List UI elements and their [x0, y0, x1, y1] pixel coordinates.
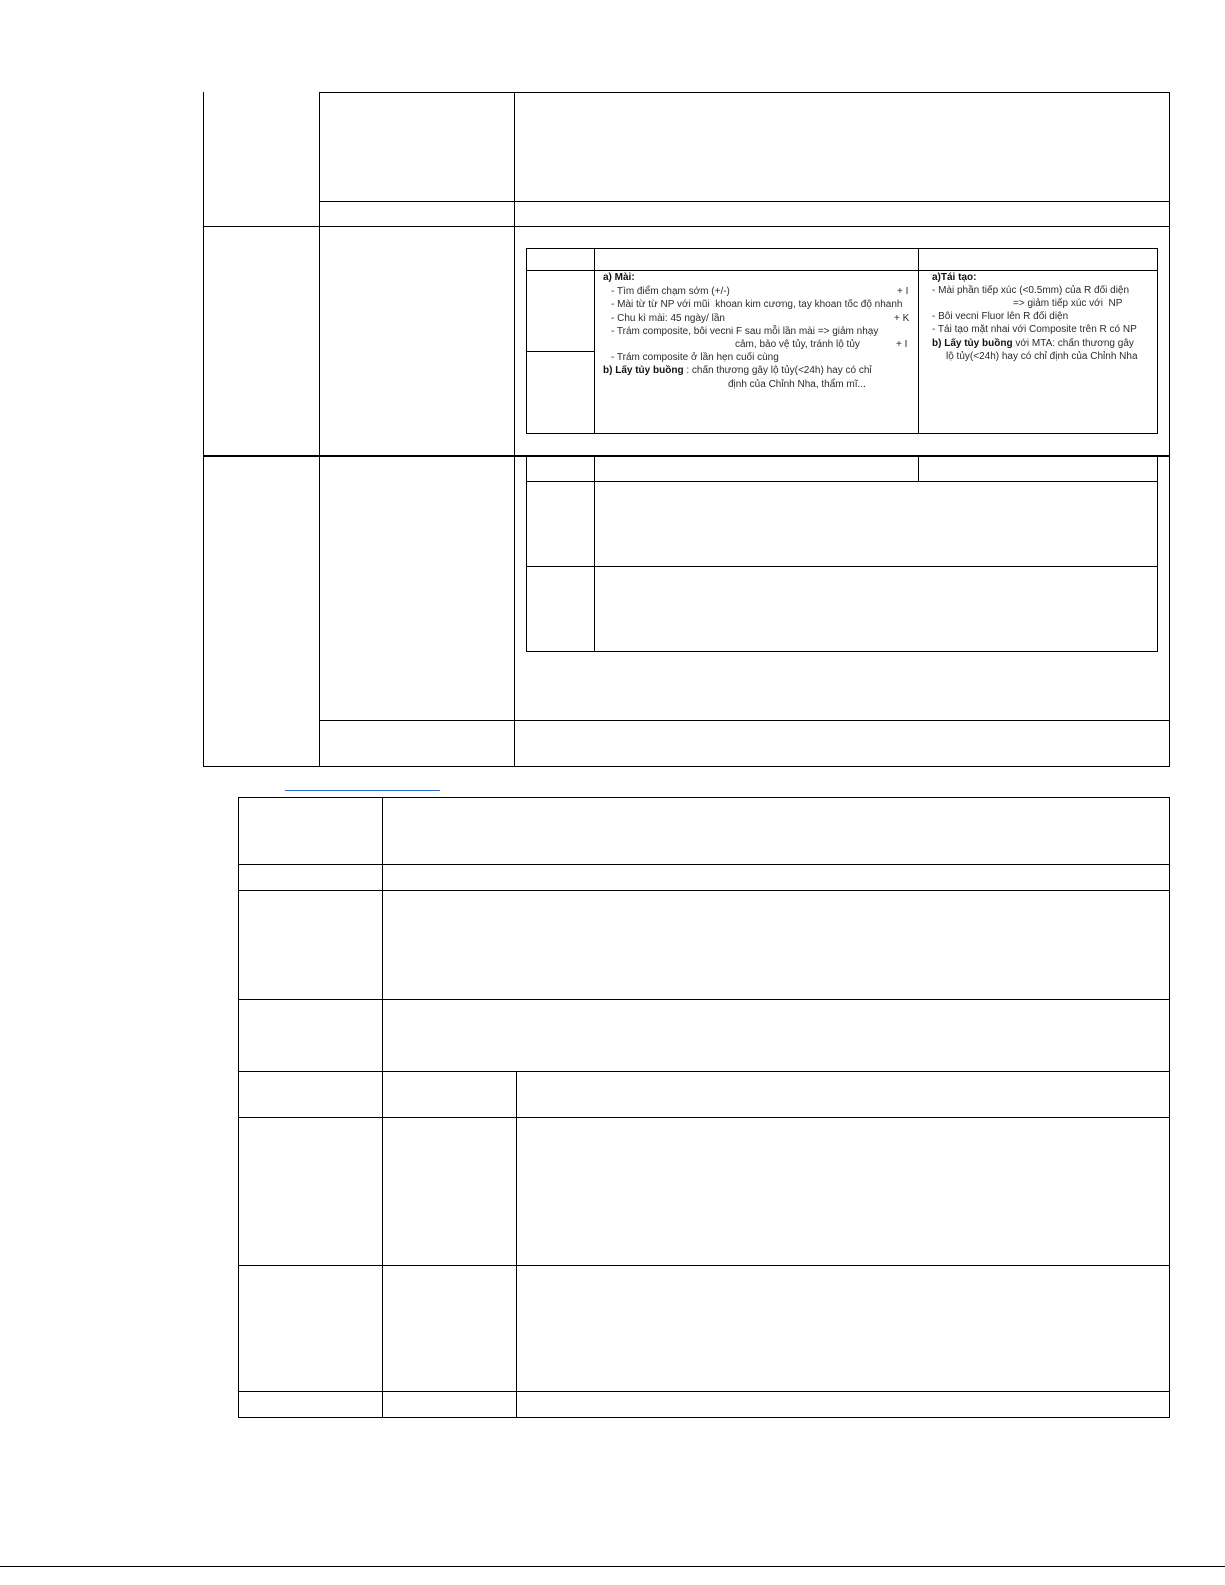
rule [526, 248, 527, 434]
rule [203, 766, 1170, 767]
list-item: - Trám composite, bôi vecni F sau mỗi lần mài => giảm nhạy [611, 326, 879, 337]
list-item: - Bôi vecni Fluor lên R đối diện [932, 311, 1069, 322]
rule [526, 351, 594, 352]
rule [238, 1265, 1170, 1266]
rule [238, 999, 1170, 1000]
rule [238, 1071, 1170, 1072]
rule [203, 226, 1170, 227]
hyperlink-underline[interactable] [285, 790, 440, 791]
rule [1157, 457, 1158, 652]
list-item: cảm, bảo vệ tủy, tránh lộ tủy [735, 339, 860, 350]
rule [918, 248, 919, 434]
rule [382, 797, 383, 1418]
rule [319, 92, 1170, 93]
rule [319, 720, 1170, 721]
rule [526, 248, 1158, 249]
lay-tuy-label: b) Lấy tủy buồng [932, 338, 1013, 349]
rule [238, 1417, 1170, 1418]
list-item: => giảm tiếp xúc với NP [1013, 298, 1123, 309]
rule [918, 457, 919, 482]
rule [516, 1071, 517, 1418]
lay-tuy-label: b) Lấy tủy buồng [603, 365, 684, 376]
list-item: lộ tủy(<24h) hay có chỉ định của Chỉnh Nha [946, 351, 1138, 362]
rule [319, 92, 320, 767]
list-item: - Mài phần tiếp xúc (<0.5mm) của R đối diện [932, 285, 1130, 296]
rule [203, 92, 204, 767]
lay-tuy-text: : chấn thương gây lộ tủy(<24h) hay có chỉ [683, 365, 872, 376]
rule [238, 864, 1170, 865]
rule [238, 1117, 1170, 1118]
edge-mark: + I [896, 339, 908, 350]
page-bottom-rule [0, 1566, 1225, 1567]
list-item: - Chu kì mài: 45 ngày/ lần [611, 313, 725, 324]
rule [514, 92, 515, 767]
rule [594, 457, 595, 652]
rule [526, 651, 1158, 652]
rule [238, 797, 1170, 798]
rule [1169, 797, 1170, 1418]
rule [594, 248, 595, 434]
rule [238, 797, 239, 1418]
list-item: định của Chỉnh Nha, thẩm mĩ... [728, 379, 866, 390]
rule [526, 566, 1158, 567]
rule [1169, 92, 1170, 767]
list-item: - Trám composite ở lần hẹn cuối cùng [611, 352, 779, 363]
lay-tuy-text: với MTA: chấn thương gây [1012, 338, 1134, 349]
list-item: - Mài từ từ NP với mũi khoan kim cương, tay khoan tốc độ nhanh [611, 299, 903, 310]
edge-mark: + K [894, 313, 910, 324]
rule [238, 1391, 1170, 1392]
rule [526, 433, 1158, 434]
mai-heading: a) Mài: [603, 272, 635, 283]
rule [238, 890, 1170, 891]
rule [526, 481, 1158, 482]
rule [1157, 248, 1158, 434]
list-item: - Tìm điểm chạm sớm (+/-) [611, 286, 730, 297]
edge-mark: + I [897, 286, 909, 297]
rule [319, 201, 1170, 202]
tai-tao-heading: a)Tái tạo: [932, 272, 977, 283]
rule [526, 457, 527, 652]
rule [203, 455, 1170, 457]
list-item: - Tái tạo mặt nhai với Composite trên R có NP [932, 324, 1137, 335]
